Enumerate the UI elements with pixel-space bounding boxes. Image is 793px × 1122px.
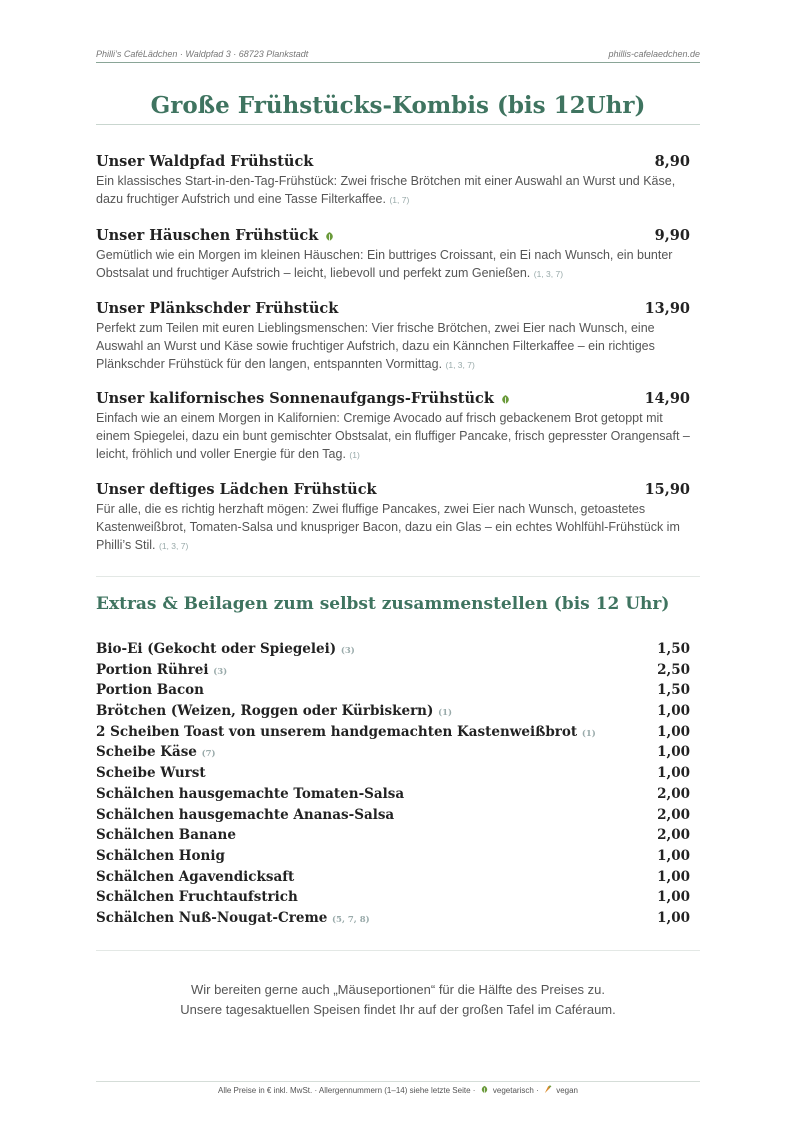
combo-description-text: Einfach wie an einem Morgen in Kalifornien: Cremige Avocado auf frisch gebackenem Brot getoppt mit einem Spiegelei, dazu ein bunt gemischter Obstsalat, ein fluffiger Pancake, frisch gepresster Orangensaft – leicht, fröhlich und voller Energie für den Tag. [96,411,690,461]
combo-item [96,153,700,209]
section-divider [96,576,700,577]
extras-title: Extras & Beilagen zum selbst zusammenstellen (bis 12 Uhr) [96,594,670,614]
carrot-icon [543,1085,552,1094]
extra-name [96,889,298,905]
extra-name-text: Scheibe Wurst [96,765,206,782]
page-footer [96,1081,700,1095]
combo-name [96,227,335,244]
allergen-codes: (1, 3, 7) [445,360,475,370]
combo-item [96,300,700,374]
header-address: Philli’s CaféLädchen · Waldpfad 3 · 68723 Plankstadt [96,49,309,59]
combo-name-text: Unser Plänkschder Frühstück [96,300,339,317]
combo-name-text: Unser deftiges Lädchen Frühstück [96,481,377,498]
allergen-codes: (1) [349,450,360,460]
combo-item [96,390,700,464]
allergen-codes: (7) [201,749,216,760]
allergen-codes: (1, 3, 7) [159,541,189,551]
extra-item [96,662,690,683]
extra-price: 1,50 [657,641,690,657]
extra-price: 1,50 [657,682,690,699]
combo-price: 8,90 [654,153,690,170]
combo-name-text: Unser Waldpfad Frühstück [96,153,314,170]
extra-item [96,724,690,745]
extra-name-text: Schälchen hausgemachte Tomaten-Salsa [96,785,405,802]
allergen-codes: (3) [340,646,355,656]
header-website[interactable]: phillis-cafelaedchen.de [608,49,700,59]
extra-price: 1,00 [657,744,690,761]
extra-price: 1,00 [657,868,690,885]
extra-name-text: Schälchen Nuß-Nougat-Creme [96,909,328,926]
combo-price: 9,90 [654,227,690,244]
extra-name [96,910,370,926]
footer-text: Alle Preise in € inkl. MwSt. · Allergennummern (1–14) siehe letzte Seite · [217,1086,476,1095]
extra-item [96,910,690,931]
extra-name-text: Schälchen Agavendicksaft [96,868,295,885]
extra-price: 2,50 [657,661,690,678]
extra-item [96,765,690,786]
combo-description [96,246,700,283]
extra-name [96,703,452,719]
combo-description [96,409,700,464]
note-line-daily: Unsere tagesaktuellen Speisen findet Ihr auf der großen Tafel im Caféraum. [180,1002,616,1017]
combo-name-text: Unser Häuschen Frühstück [96,227,319,244]
title-divider [96,124,700,125]
combo-name [96,153,313,170]
extra-name-text: Portion Bacon [96,682,204,699]
combo-description [96,319,700,374]
allergen-codes: (1, 3, 7) [533,269,564,279]
allergen-codes: (5, 7, 8) [332,914,370,925]
extra-price: 1,00 [657,909,690,926]
extra-name [96,869,294,885]
allergen-codes: (1) [438,708,453,719]
extra-price: 1,00 [657,765,690,782]
extra-item [96,889,690,910]
section-divider [96,950,700,951]
leaf-icon [324,231,335,242]
extra-price: 2,00 [657,785,690,802]
extra-name-text: Schälchen Fruchtaufstrich [96,889,298,906]
extra-name-text: Brötchen (Weizen, Roggen oder Kürbiskern) [96,703,434,720]
extra-name-text: Portion Rührei [96,661,209,678]
extra-price: 2,00 [657,806,690,823]
allergen-codes: (3) [213,666,228,677]
extra-name [96,848,225,864]
extra-name [96,827,236,843]
combo-description [96,172,700,209]
extra-name [96,662,227,678]
extra-item [96,848,690,869]
extra-name-text: 2 Scheiben Toast von unserem handgemachten Kastenweißbrot [96,723,578,740]
extra-name [96,807,394,823]
extra-name [96,724,596,740]
extras-list [96,641,690,931]
footer-vegetarian-label: vegetarisch [492,1086,534,1095]
combo-name [96,300,338,317]
page-title: Große Frühstücks-Kombis (bis 12Uhr) [150,92,646,119]
combo-description-text: Perfekt zum Teilen mit euren Lieblingsmenschen: Vier frische Brötchen, zwei Eier nach Wunsch, eine Auswahl an Wurst und Käse sowie fruchtiger Aufstrich, dazu ein Kännchen Filterkaffee – ein richtiges Plänkschder Frühstück für den langen, entspannten Vormittag. [96,321,655,371]
extra-item [96,869,690,890]
extra-price: 1,00 [657,703,690,720]
extra-name-text: Bio-Ei (Gekocht oder Spiegelei) [96,641,337,657]
combo-name-text: Unser kalifornisches Sonnenaufgangs-Frühstück [96,390,494,407]
extra-price: 1,00 [657,723,690,740]
extra-name-text: Schälchen Banane [96,827,236,844]
extra-name [96,786,404,802]
combo-description-text: Gemütlich wie ein Morgen im kleinen Häuschen: Ein buttriges Croissant, ein Ei nach Wunsch, ein bunter Obstsalat und fruchtiger Aufstrich – leicht, liebevoll und perfekt zum Genießen. [96,248,673,280]
extra-item [96,786,690,807]
allergen-codes: (1, 7) [389,195,410,205]
extra-item [96,641,690,662]
extra-price: 2,00 [657,827,690,844]
combo-description [96,500,700,555]
extra-item [96,807,690,828]
combo-description-text: Für alle, die es richtig herzhaft mögen: Zwei fluffige Pancakes, zwei Eier nach Wunsch, getoastetes Kastenweißbrot, Tomaten-Salsa und knuspriger Bacon, dazu ein Glas – ein echtes Wohlfühl-Frühstück im Philli’s Stil. [96,502,680,552]
extra-item [96,682,690,703]
combo-item [96,227,700,283]
extra-item [96,703,690,724]
combo-name [96,390,511,407]
extra-name [96,765,206,781]
combo-price: 13,90 [644,300,690,317]
extra-item [96,827,690,848]
footer-separator: · [536,1086,539,1095]
extra-name-text: Scheibe Käse [96,744,197,761]
extra-name-text: Schälchen hausgemachte Ananas-Salsa [96,806,395,823]
leaf-icon [480,1085,489,1094]
page-header [96,49,700,63]
combo-item [96,481,700,555]
combo-description-text: Ein klassisches Start-in-den-Tag-Frühstück: Zwei frische Brötchen mit einer Auswahl an Wurst und Käse, dazu fruchtiger Aufstrich und eine Tasse Filterkaffee. [96,174,676,206]
note-line-portions: Wir bereiten gerne auch „Mäuseportionen“ für die Hälfte des Preises zu. [190,982,606,997]
combo-price: 14,90 [644,390,690,407]
extra-name [96,641,355,657]
extra-price: 1,00 [657,847,690,864]
allergen-codes: (1) [581,728,596,739]
note [96,980,700,1020]
extra-price: 1,00 [657,889,690,906]
footer-vegan-label: vegan [556,1086,578,1095]
extra-name-text: Schälchen Honig [96,847,225,864]
extra-name [96,744,216,760]
combo-name [96,481,377,498]
leaf-icon [500,394,511,405]
extra-name [96,682,204,698]
combo-price: 15,90 [644,481,690,498]
extra-item [96,744,690,765]
